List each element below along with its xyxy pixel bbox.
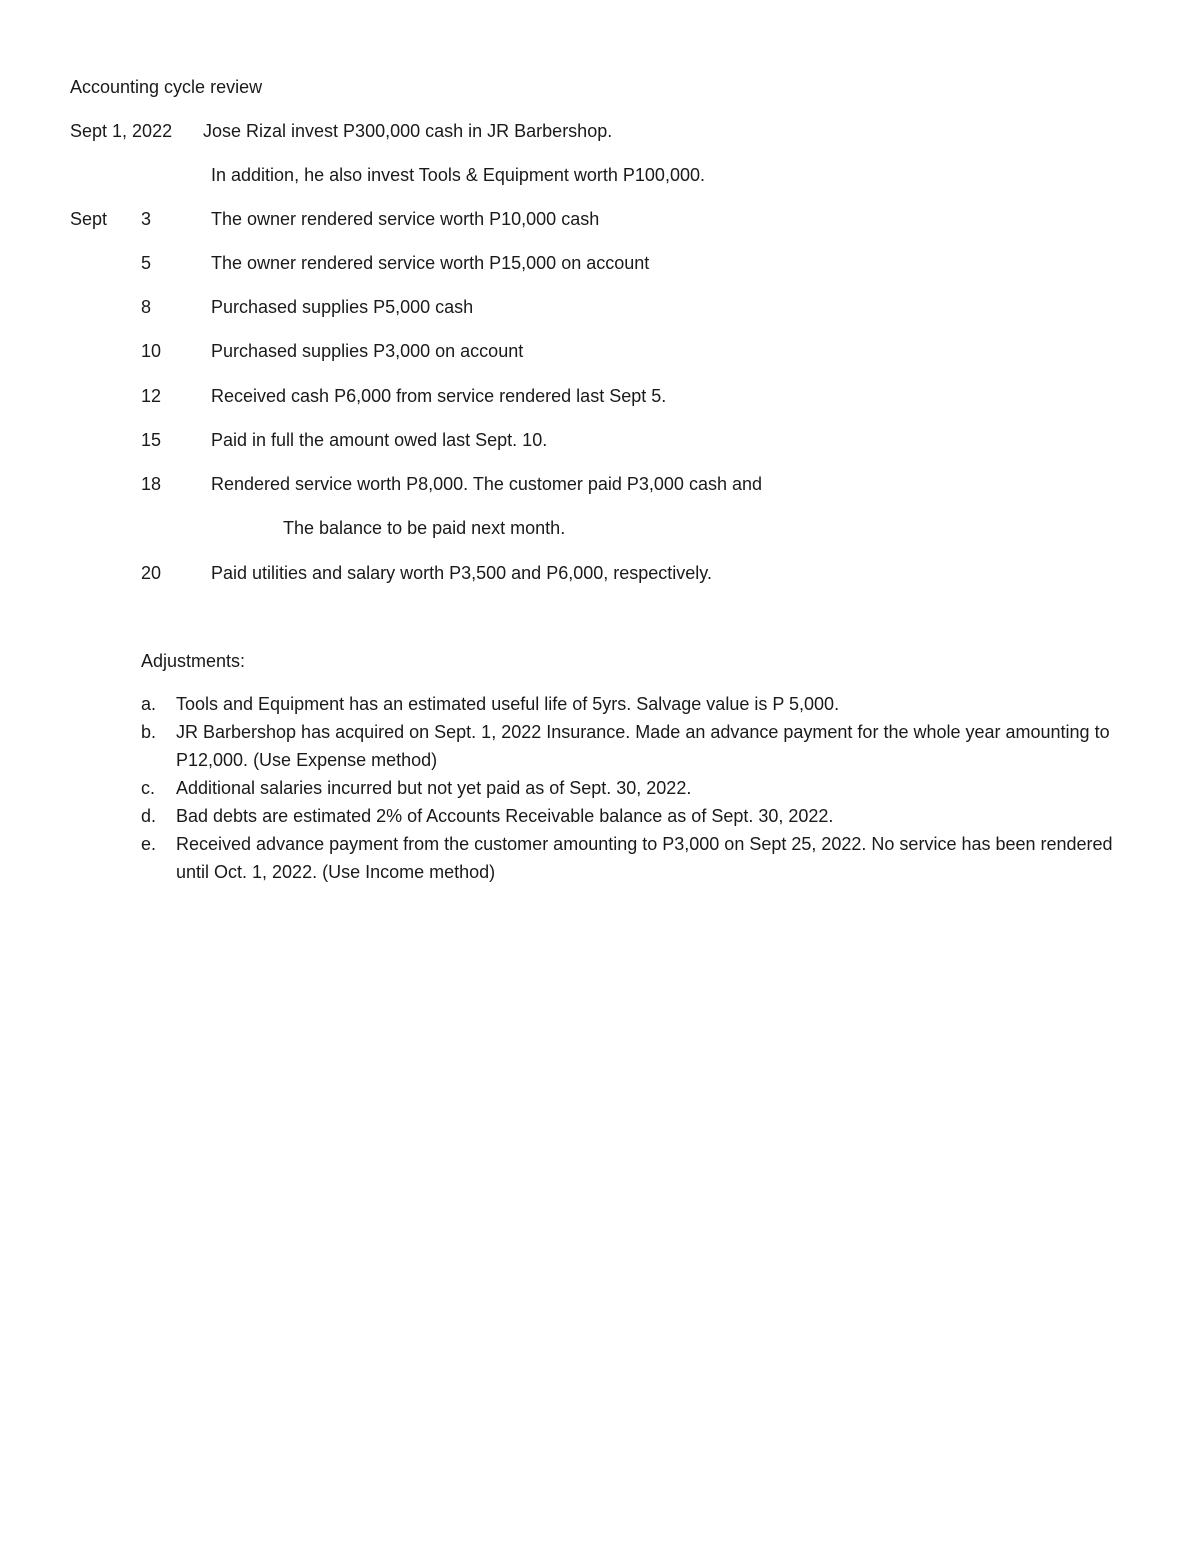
entry-day: 5 <box>141 253 152 273</box>
entry-text: Paid utilities and salary worth P3,500 and P6,000, respectively. <box>211 563 712 583</box>
adjustment-text: Additional salaries incurred but not yet paid as of Sept. 30, 2022. <box>176 778 692 798</box>
entry-text: Purchased supplies P5,000 cash <box>211 297 474 317</box>
entry-text: The owner rendered service worth P15,000 on account <box>211 253 650 273</box>
entry-day: 15 <box>141 430 162 450</box>
entry-day: 18 <box>141 474 162 494</box>
adjustment-text: Tools and Equipment has an estimated useful life of 5yrs. Salvage value is P 5,000. <box>176 694 840 714</box>
adjustment-item <box>141 718 1131 774</box>
entry-text: Jose Rizal invest P300,000 cash in JR Barbershop. <box>203 121 613 141</box>
entry-day: 3 <box>141 209 152 229</box>
adjustment-item <box>141 690 1131 718</box>
adjustment-letter: b. <box>141 722 157 742</box>
adjustment-letter: e. <box>141 834 157 854</box>
entry-day: 8 <box>141 297 152 317</box>
entry-text: In addition, he also invest Tools & Equipment worth P100,000. <box>211 165 705 185</box>
entry-text: Paid in full the amount owed last Sept. 10. <box>211 430 548 450</box>
entry-text: Rendered service worth P8,000. The customer paid P3,000 cash and <box>211 474 762 494</box>
entry-month: Sept <box>70 209 108 229</box>
entry-text: Received cash P6,000 from service rendered last Sept 5. <box>211 386 667 406</box>
entry-day: 20 <box>141 563 162 583</box>
adjustments-heading: Adjustments: <box>141 651 246 671</box>
entry-date: Sept 1, 2022 <box>70 121 173 141</box>
adjustment-letter: c. <box>141 778 156 798</box>
adjustment-item <box>141 802 1131 830</box>
adjustment-text: JR Barbershop has acquired on Sept. 1, 2022 Insurance. Made an advance payment for the whole year amounting to P12,000. (Use Expense method) <box>176 722 1110 770</box>
entry-day: 12 <box>141 386 162 406</box>
adjustment-text: Bad debts are estimated 2% of Accounts Receivable balance as of Sept. 30, 2022. <box>176 806 834 826</box>
adjustment-item <box>141 830 1131 886</box>
entry-text: Purchased supplies P3,000 on account <box>211 341 524 361</box>
adjustment-item <box>141 774 1131 802</box>
document-title: Accounting cycle review <box>70 77 263 97</box>
adjustment-letter: d. <box>141 806 157 826</box>
entry-text: The balance to be paid next month. <box>283 518 566 538</box>
entry-text: The owner rendered service worth P10,000 cash <box>211 209 600 229</box>
adjustment-letter: a. <box>141 694 157 714</box>
entry-day: 10 <box>141 341 162 361</box>
adjustment-text: Received advance payment from the customer amounting to P3,000 on Sept 25, 2022. No service has been rendered until Oct. 1, 2022. (Use Income method) <box>176 834 1113 882</box>
